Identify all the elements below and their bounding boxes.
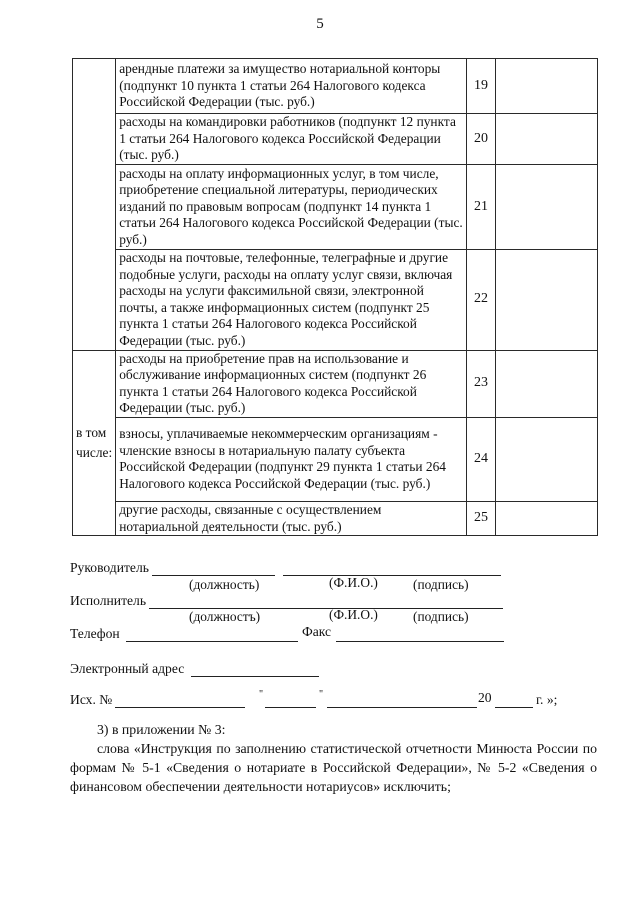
row-code: 23 [467,350,496,417]
table-row [73,250,598,351]
row-description: расходы на оплату информационных услуг, в том числе, приобретение специальной литературы, периодических изданий по правовым вопросам (подпункт 14 пункта 1 статьи 264 Налогового кодекса Российской Федерации (тыс. руб.) [116,165,467,250]
group-cell-empty [73,59,116,351]
expenses-table [72,58,598,536]
year-prefix: 20 [478,690,492,705]
fax-label: Факс [302,624,332,639]
group-label: в том числе: [73,350,116,536]
phone-label: Телефон [70,626,120,641]
row-code: 25 [467,501,496,535]
table-row [73,114,598,165]
row-description: арендные платежи за имущество нотариальной конторы (подпункт 10 пункта 1 статьи 264 Налогового кодекса Российской Федерации (тыс. руб.) [116,59,467,114]
row-value[interactable] [496,250,598,351]
row-description: расходы на приобретение прав на использование и обслуживание информационных систем (подпункт 26 пункта 1 статьи 264 Налогового кодекса Российской Федерации (тыс. руб.) [116,350,467,417]
table-row [73,165,598,250]
row-description: другие расходы, связанные с осуществлением нотариальной деятельности (тыс. руб.) [116,501,467,535]
item3-heading: 3) в приложении № 3: [97,722,226,737]
head-position-caption: (должность) [189,577,260,592]
row-value[interactable] [496,114,598,165]
row-value[interactable] [496,501,598,535]
year-field[interactable] [495,692,533,708]
executor-position-caption: (должностъ) [189,609,261,624]
head-name-caption: (Ф.И.О.) [329,575,378,590]
year-suffix: г. »; [536,692,558,707]
row-description: расходы на командировки работников (подпункт 12 пункта 1 статьи 264 Налогового кодекса Российской Федерации (тыс. руб.) [116,114,467,165]
table-row [73,501,598,535]
head-signature-caption: (подпись) [413,577,469,592]
row-value[interactable] [496,59,598,114]
page-number: 5 [316,16,324,32]
row-code: 22 [467,250,496,351]
item3-text: слова «Инструкция по заполнению статистической отчетности Минюста России по формам № 5-1 «Сведения о нотариате в Российской Федерации», № 5-2 «Сведения о финансовом обеспечении деятельности нотариусов» исключить; [70,741,597,794]
table-row [73,350,598,417]
day-quote-open: " [259,689,264,700]
table-row [73,417,598,501]
day-field[interactable] [265,692,316,708]
executor-field[interactable] [149,593,503,609]
row-value[interactable] [496,350,598,417]
head-label: Руководитель [70,560,149,575]
executor-name-caption: (Ф.И.О.) [329,607,378,622]
row-description: взносы, уплачиваемые некоммерческим организациям - членские взносы в нотариальную палату субъекта Российской Федерации (подпункт 29 пункта 1 статьи 264 Налогового кодекса Российской Федерации (тыс. руб.) [116,417,467,501]
head-name-signature-field[interactable] [283,560,501,576]
table-row [73,59,598,114]
month-field[interactable] [327,692,477,708]
row-value[interactable] [496,417,598,501]
executor-signature-caption: (подпись) [413,609,469,624]
row-description: расходы на почтовые, телефонные, телеграфные и другие подобные услуги, расходы на оплату услуг связи, включая расходы на услуги факсимильной связи, электронной почты, а также информационных систем (подпункт 25 пункта 1 статьи 264 Налогового кодекса Российской Федерации (тыс. руб.) [116,250,467,351]
email-label: Электронный адрес [70,661,185,676]
row-code: 21 [467,165,496,250]
fax-field[interactable] [336,626,504,642]
head-position-field[interactable] [152,560,275,576]
phone-field[interactable] [126,626,298,642]
outgoing-number-label: Исх. № [70,692,113,707]
row-code: 19 [467,59,496,114]
day-quote-close: " [319,689,324,700]
outgoing-number-field[interactable] [115,692,245,708]
row-value[interactable] [496,165,598,250]
email-field[interactable] [191,661,319,677]
executor-label: Исполнитель [70,593,147,608]
row-code: 20 [467,114,496,165]
row-code: 24 [467,417,496,501]
